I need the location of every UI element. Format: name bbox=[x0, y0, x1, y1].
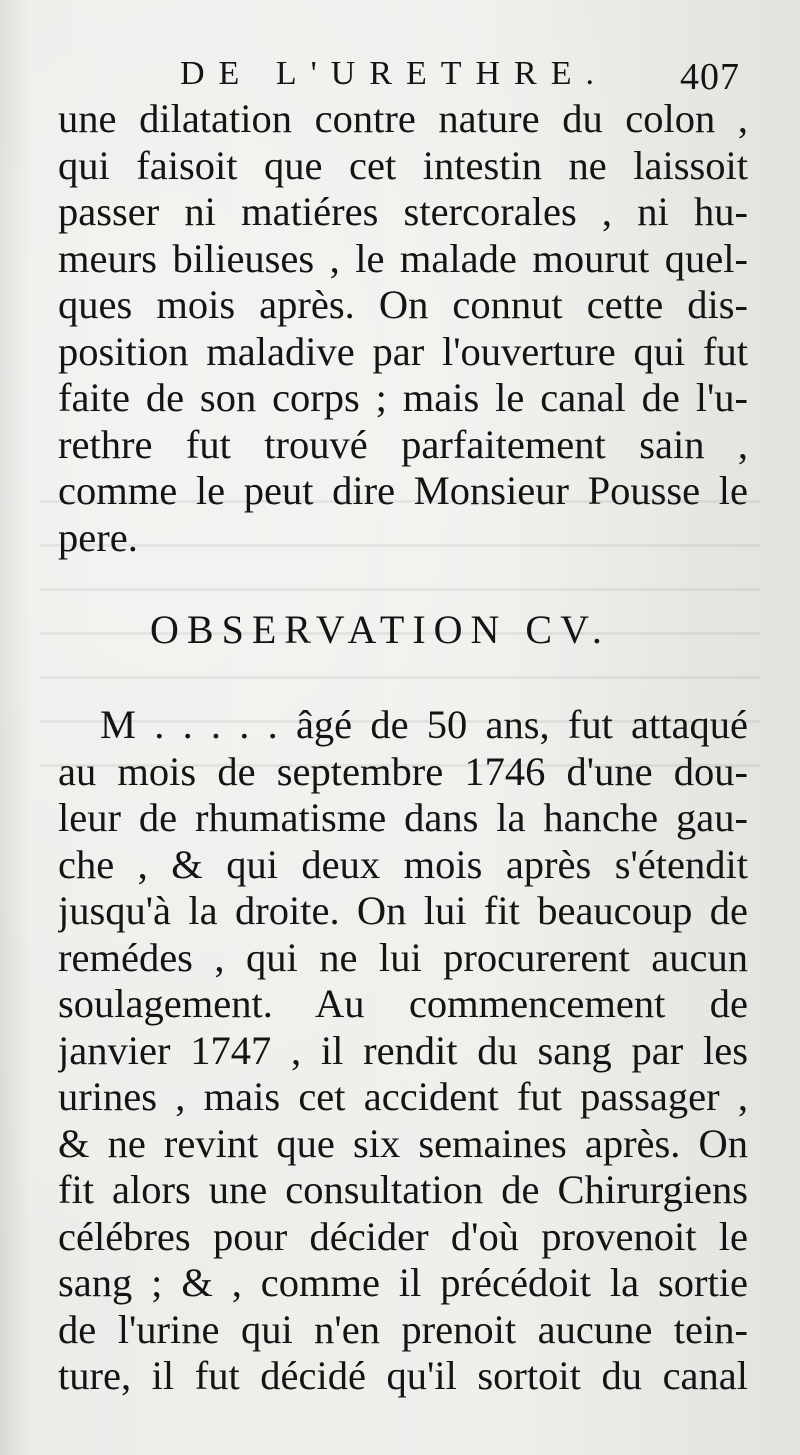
text-line: comme le peut dire Monsieur Pousse le bbox=[58, 468, 748, 513]
page-number: 407 bbox=[680, 56, 740, 98]
running-head: DE L'URETHRE. bbox=[180, 55, 608, 92]
text-line: de l'urine qui n'en prenoit aucune tein- bbox=[58, 1306, 748, 1352]
text-line: remédes , qui ne lui procurerent aucun bbox=[58, 934, 748, 980]
text-line: sang ; & , comme il précédoit la sortie bbox=[58, 1260, 748, 1305]
paragraph-observation bbox=[58, 702, 748, 1400]
observation-heading: OBSERVATION CV. bbox=[150, 607, 610, 652]
text-line: ques mois après. On connut cette dis- bbox=[58, 282, 748, 327]
text-line: pere. bbox=[58, 514, 138, 560]
text-line: leur de rhumatisme dans la hanche gau- bbox=[58, 795, 748, 840]
text-line: fit alors une consultation de Chirurgiens bbox=[58, 1167, 748, 1212]
text-line: au mois de septembre 1746 d'une dou- bbox=[58, 748, 748, 794]
text-line: & ne revint que six semaines après. On bbox=[58, 1120, 748, 1166]
text-line: une dilatation contre nature du colon , bbox=[58, 96, 748, 141]
text-line: jusqu'à la droite. On lui fit beaucoup de bbox=[58, 888, 748, 933]
text-line: qui faisoit que cet intestin ne laissoit bbox=[58, 142, 748, 188]
text-line: ture, il fut décidé qu'il sortoit du canal bbox=[58, 1353, 748, 1398]
text-line: célébres pour décider d'où provenoit le bbox=[58, 1213, 748, 1259]
text-line: che , & qui deux mois après s'étendit bbox=[58, 841, 748, 887]
text-line: passer ni matiéres stercorales , ni hu- bbox=[58, 189, 748, 234]
text-line: position maladive par l'ouverture qui fut bbox=[58, 328, 748, 374]
text-line: urines , mais cet accident fut passager , bbox=[58, 1074, 748, 1119]
text-line: meurs bilieuses , le malade mourut quel- bbox=[58, 235, 748, 281]
text-line: rethre fut trouvé parfaitement sain , bbox=[58, 421, 748, 467]
text-line: M . . . . . âgé de 50 ans, fut attaqué bbox=[100, 702, 748, 747]
text-line: faite de son corps ; mais le canal de l'u- bbox=[58, 375, 748, 420]
text-line: soulagement. Au commencement de bbox=[58, 981, 748, 1026]
text-line: janvier 1747 , il rendit du sang par les bbox=[58, 1027, 748, 1073]
paragraph-continuation bbox=[58, 96, 748, 561]
